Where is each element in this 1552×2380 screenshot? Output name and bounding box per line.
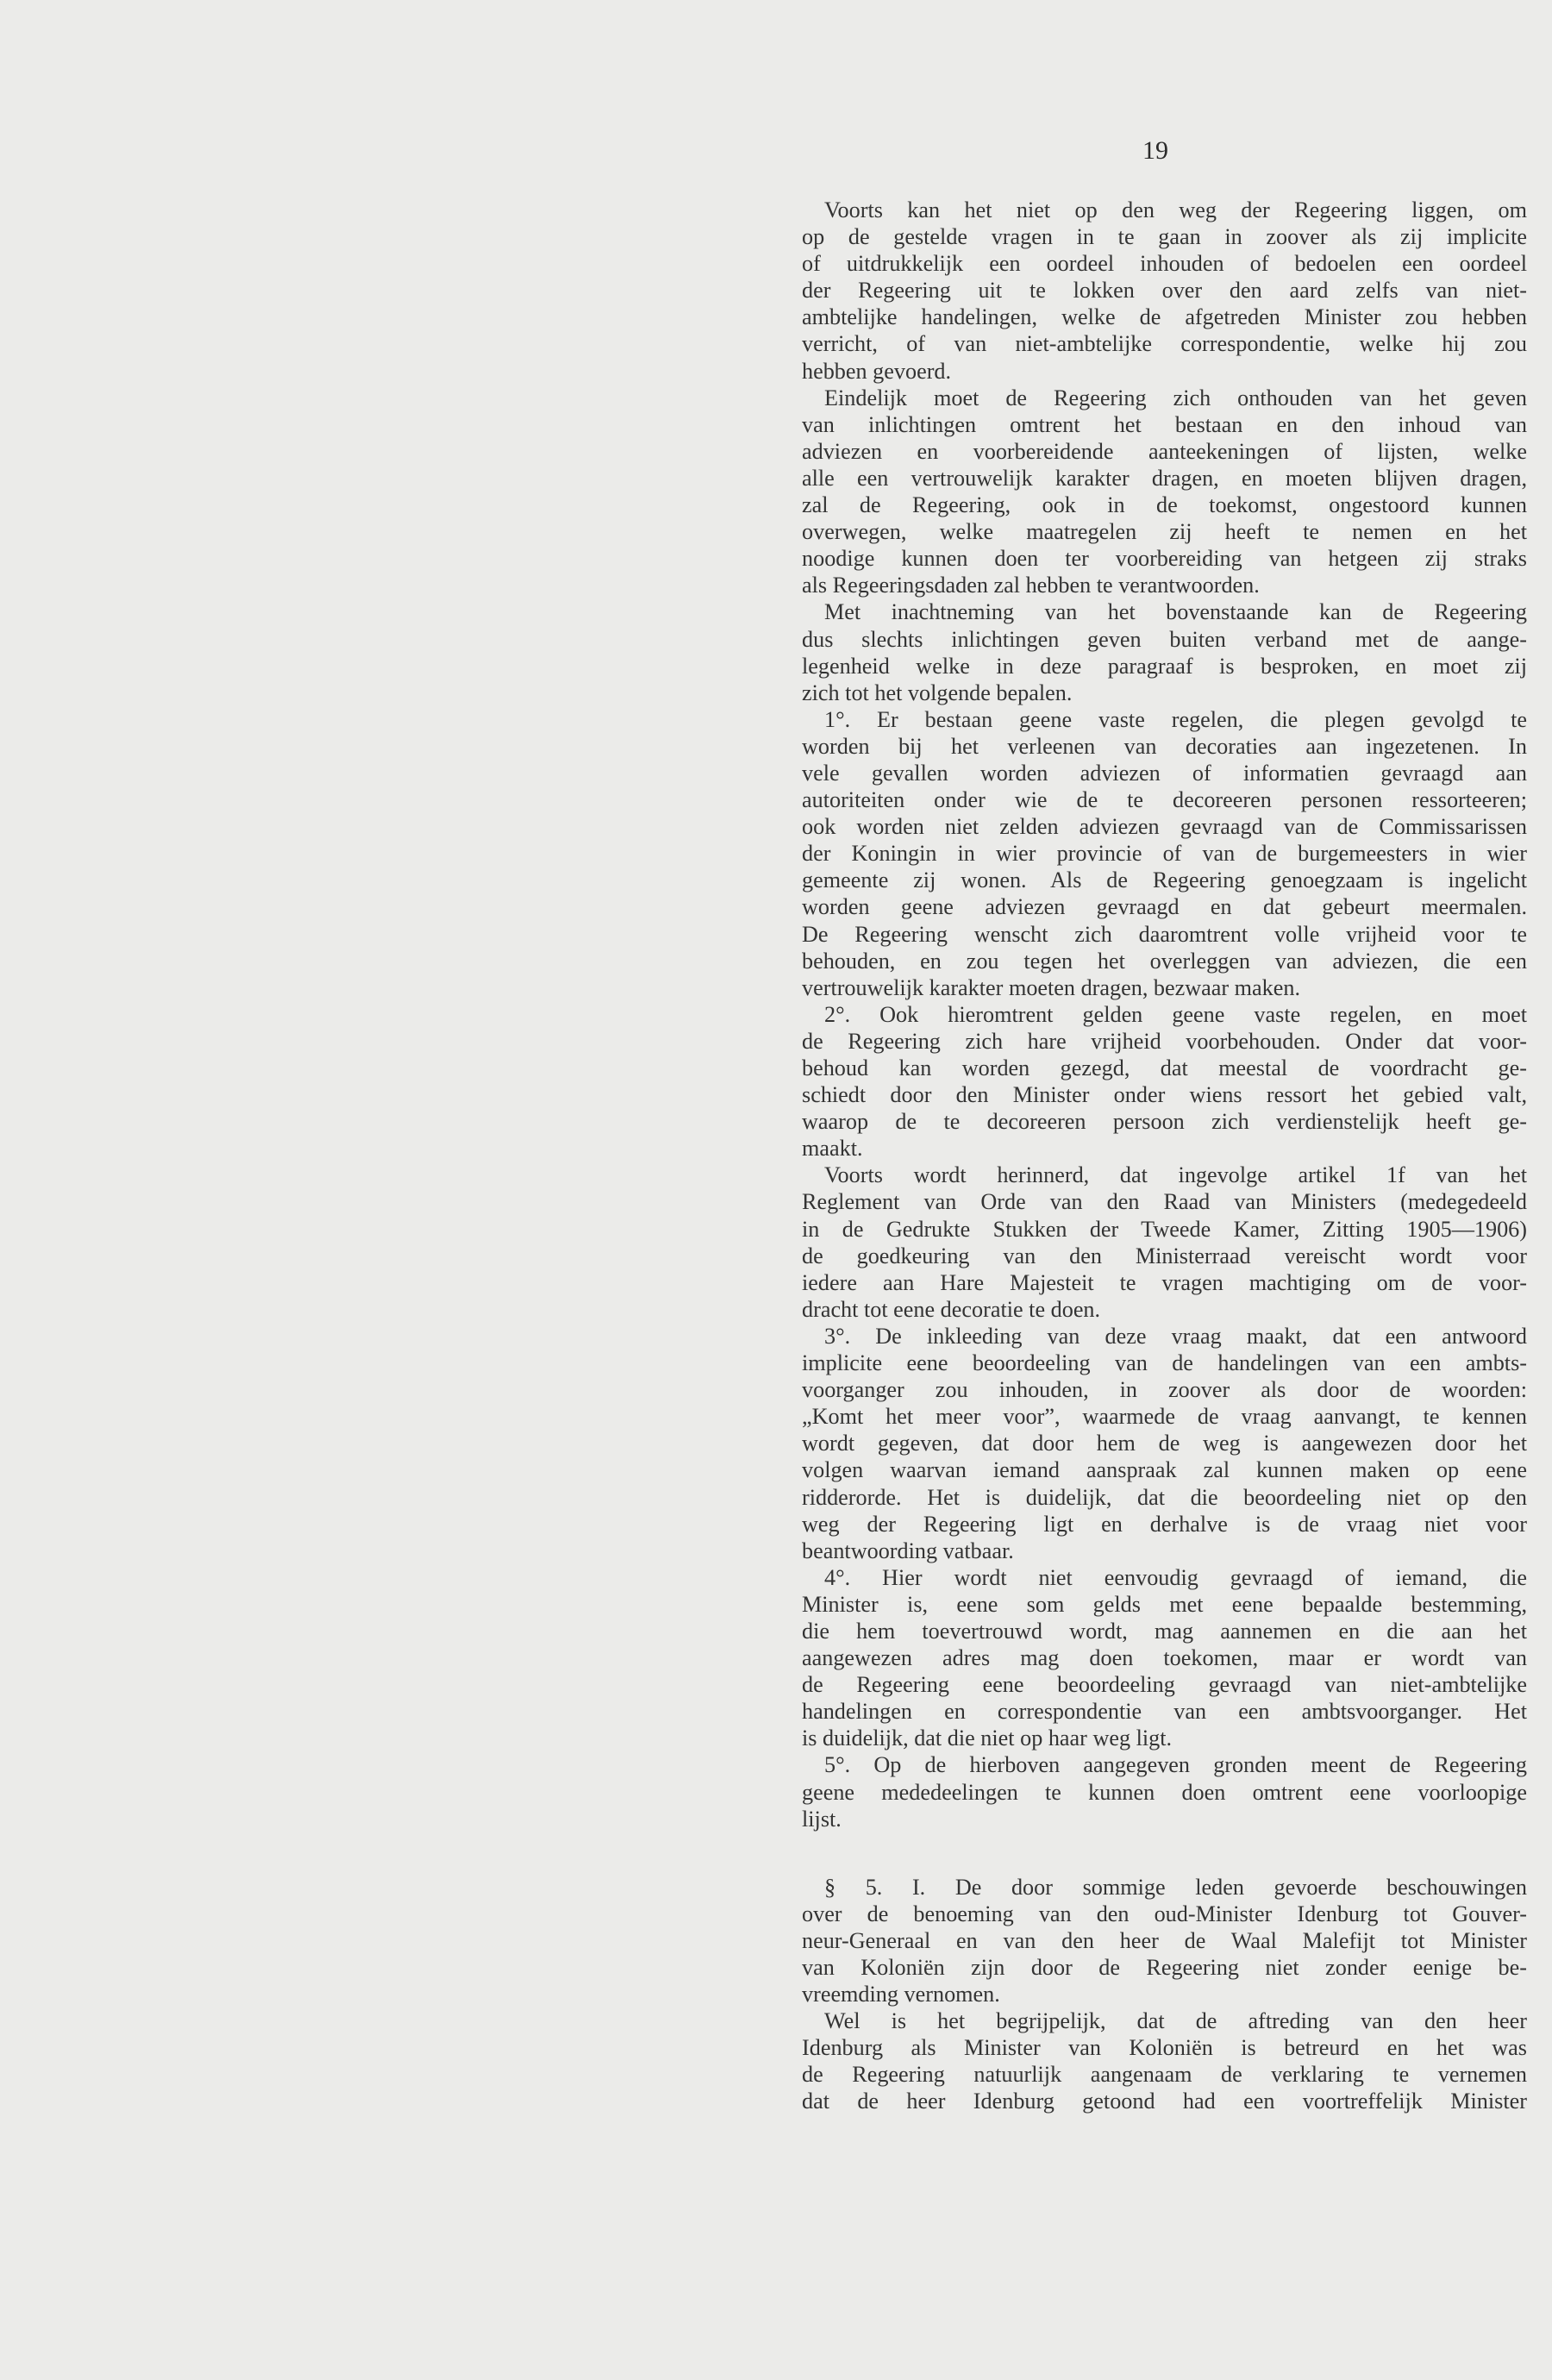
text-line: gemeente zij wonen. Als de Regeering genoegzaam is ingelicht [802, 867, 1527, 893]
text-line: ridderorde. Het is duidelijk, dat die beoordeeling niet op den [802, 1484, 1527, 1510]
text-line: vreemding vernomen. [802, 1982, 1000, 2007]
text-line: „Komt het meer voor”, waarmede de vraag aanvangt, te kennen [802, 1404, 1527, 1430]
text-line: dus slechts inlichtingen geven buiten verband met de aange- [802, 626, 1527, 652]
text-line: ambtelijke handelingen, welke de afgetreden Minister zou hebben [802, 304, 1527, 330]
text-line: 5°. Op de hierboven aangegeven gronden meent de Regeering [824, 1752, 1527, 1778]
text-line: § 5. I. De door sommige leden gevoerde beschouwingen [824, 1874, 1527, 1900]
text-line: hebben gevoerd. [802, 358, 952, 384]
text-line: verricht, of van niet-ambtelijke correspondentie, welke hij zou [802, 331, 1527, 357]
text-line: waarop de te decoreeren persoon zich verdienstelijk heeft ge- [802, 1109, 1527, 1135]
text-line: De Regeering wenscht zich daaromtrent volle vrijheid voor te [802, 921, 1527, 947]
text-line: over de benoeming van den oud-Minister Idenburg tot Gouver- [802, 1901, 1527, 1926]
text-line: ook worden niet zelden adviezen gevraagd van de Commissarissen [802, 814, 1527, 840]
text-line: schiedt door den Minister onder wiens ressort het gebied valt, [802, 1082, 1527, 1108]
text-line: weg der Regeering ligt en derhalve is de vraag niet voor [802, 1511, 1527, 1537]
text-line: Wel is het begrijpelijk, dat de aftreding van den heer [824, 2008, 1527, 2034]
text-line: geene mededeelingen te kunnen doen omtrent eene voorloopige [802, 1779, 1527, 1805]
text-line: Voorts kan het niet op den weg der Regeering liggen, om [824, 197, 1527, 222]
text-line: worden geene adviezen gevraagd en dat gebeurt meermalen. [802, 894, 1527, 920]
text-line: 1°. Er bestaan geene vaste regelen, die plegen gevolgd te [824, 706, 1527, 732]
text-line: is duidelijk, dat die niet op haar weg ligt. [802, 1726, 1173, 1751]
text-line: neur-Generaal en van den heer de Waal Malefijt tot Minister [802, 1927, 1527, 1953]
text-column [802, 197, 1527, 2115]
text-line: Voorts wordt herinnerd, dat ingevolge artikel 1f van het [824, 1162, 1527, 1188]
text-line: Eindelijk moet de Regeering zich onthouden van het geven [824, 385, 1527, 410]
text-line: handelingen en correspondentie van een ambtsvoorganger. Het [802, 1699, 1527, 1725]
text-line: maakt. [802, 1136, 863, 1162]
text-line: behoud kan worden gezegd, dat meestal de voordracht ge- [802, 1055, 1527, 1080]
text-line: als Regeeringsdaden zal hebben te verantwoorden. [802, 573, 1260, 598]
text-line: implicite eene beoordeeling van de handelingen van een ambts- [802, 1350, 1527, 1376]
text-line: der Regeering uit te lokken over den aard zelfs van niet- [802, 278, 1527, 304]
text-line: noodige kunnen doen ter voorbereiding van hetgeen zij straks [802, 546, 1527, 572]
text-line: zich tot het volgende bepalen. [802, 680, 1073, 705]
text-line: legenheid welke in deze paragraaf is besproken, en moet zij [802, 653, 1527, 679]
text-line: de Regeering natuurlijk aangenaam de verklaring te vernemen [802, 2062, 1527, 2088]
text-line: behouden, en zou tegen het overleggen van adviezen, die een [802, 948, 1527, 974]
text-line: Reglement van Orde van den Raad van Ministers (medegedeeld [802, 1189, 1527, 1215]
text-line: zal de Regeering, ook in de toekomst, ongestoord kunnen [802, 492, 1527, 518]
text-line: 2°. Ook hieromtrent gelden geene vaste regelen, en moet [824, 1001, 1527, 1027]
text-line: vertrouwelijk karakter moeten dragen, bezwaar maken. [802, 974, 1301, 1000]
text-line: op de gestelde vragen in te gaan in zoover als zij implicite [802, 224, 1527, 250]
text-line: dat de heer Idenburg getoond had een voortreffelijk Minister [802, 2089, 1527, 2114]
text-line: beantwoording vatbaar. [802, 1538, 1014, 1563]
text-line: Minister is, eene som gelds met eene bepaalde bestemming, [802, 1591, 1527, 1617]
text-line: 4°. Hier wordt niet eenvoudig gevraagd of iemand, die [824, 1564, 1527, 1590]
text-line: de Regeering eene beoordeeling gevraagd van niet-ambtelijke [802, 1672, 1527, 1698]
text-line: adviezen en voorbereidende aanteekeningen of lijsten, welke [802, 438, 1527, 464]
text-line: van inlichtingen omtrent het bestaan en den inhoud van [802, 411, 1527, 437]
text-line: autoriteiten onder wie de te decoreeren personen ressorteeren; [802, 787, 1527, 813]
text-line: van Koloniën zijn door de Regeering niet zonder eenige be- [802, 1955, 1527, 1980]
text-line: worden bij het verleenen van decoraties aan ingezetenen. In [802, 733, 1527, 759]
text-line: volgen waarvan iemand aanspraak zal kunnen maken op eene [802, 1457, 1527, 1483]
text-line: voorganger zou inhouden, in zoover als door de woorden: [802, 1377, 1527, 1403]
text-line: Idenburg als Minister van Koloniën is betreurd en het was [802, 2035, 1527, 2061]
text-line: vele gevallen worden adviezen of informatien gevraagd aan [802, 760, 1527, 786]
text-line: de goedkeuring van den Ministerraad vereischt wordt voor [802, 1243, 1527, 1268]
text-line: der Koningin in wier provincie of van de burgemeesters in wier [802, 841, 1527, 867]
text-line: die hem toevertrouwd wordt, mag aannemen en die aan het [802, 1618, 1527, 1644]
text-line: overwegen, welke maatregelen zij heeft te nemen en het [802, 519, 1527, 545]
text-line: alle een vertrouwelijk karakter dragen, en moeten blijven dragen, [802, 465, 1527, 491]
text-line: wordt gegeven, dat door hem de weg is aangewezen door het [802, 1431, 1527, 1456]
page-number: 19 [1142, 136, 1168, 165]
text-line: in de Gedrukte Stukken der Tweede Kamer, Zitting 1905—1906) [802, 1216, 1527, 1242]
text-line: aangewezen adres mag doen toekomen, maar er wordt van [802, 1645, 1527, 1671]
text-line: de Regeering zich hare vrijheid voorbehouden. Onder dat voor- [802, 1028, 1527, 1054]
text-line: iedere aan Hare Majesteit te vragen machtiging om de voor- [802, 1269, 1527, 1295]
text-line: dracht tot eene decoratie te doen. [802, 1296, 1101, 1322]
text-line: lijst. [802, 1806, 842, 1832]
text-line: 3°. De inkleeding van deze vraag maakt, dat een antwoord [824, 1323, 1527, 1349]
text-line: of uitdrukkelijk een oordeel inhouden of bedoelen een oordeel [802, 251, 1527, 277]
text-line: Met inachtneming van het bovenstaande kan de Regeering [824, 599, 1527, 625]
